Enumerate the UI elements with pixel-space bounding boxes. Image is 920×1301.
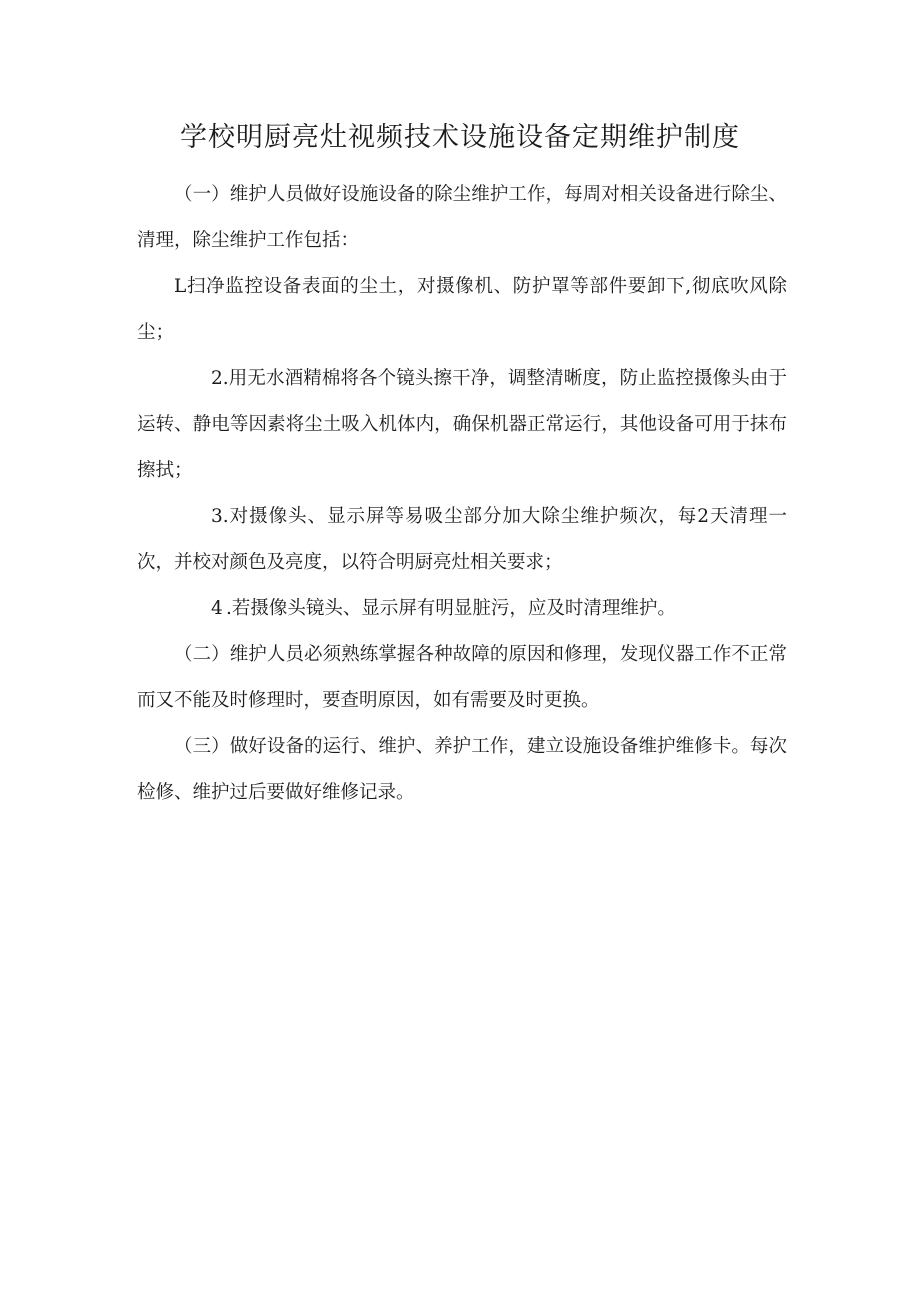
paragraph-text: .用无水酒精棉将各个镜头擦干净，调整清晰度，防止监控摄像头由于运转、静电等因素将尘土吸入机体内，确保机器正常运行，其他设备可用于抹布擦拭； xyxy=(137,368,787,481)
paragraph-text: L扫净监控设备表面的尘土，对摄像机、防护罩等部件要卸下,彻底吹风除尘； xyxy=(137,276,787,343)
paragraph-section-1 xyxy=(137,172,787,264)
list-item-2 xyxy=(137,356,787,494)
paragraph-text: （三）做好设备的运行、维护、养护工作，建立设施设备维护维修卡。每次检修、维护过后要做好维修记录。 xyxy=(137,736,787,803)
paragraph-section-3 xyxy=(137,724,787,816)
document-title: 学校明厨亮灶视频技术设施设备定期维护制度 xyxy=(180,122,740,153)
list-item-3 xyxy=(137,494,787,586)
paragraph-text: （二）维护人员必须熟练掌握各种故障的原因和修理，发现仪器工作不正常而又不能及时修理时，要查明原因，如有需要及时更换。 xyxy=(137,644,787,711)
list-item-4 xyxy=(137,586,787,632)
list-item-number: 2 xyxy=(211,368,223,389)
list-item-number: 4 xyxy=(211,598,223,619)
list-item-number: 3 xyxy=(211,506,223,527)
paragraph-section-2 xyxy=(137,632,787,724)
paragraph-text: .对摄像头、显示屏等易吸尘部分加大除尘维护频次，每2天清理一次，并校对颜色及亮度，以符合明厨亮灶相关要求； xyxy=(137,506,787,573)
paragraph-text: .若摄像头镜头、显示屏有明显脏污，应及时清理维护。 xyxy=(226,598,676,619)
document-body xyxy=(137,172,787,816)
list-item-1 xyxy=(137,264,787,356)
paragraph-text: （一）维护人员做好设施设备的除尘维护工作，每周对相关设备进行除尘、清理，除尘维护工作包括： xyxy=(137,184,787,251)
